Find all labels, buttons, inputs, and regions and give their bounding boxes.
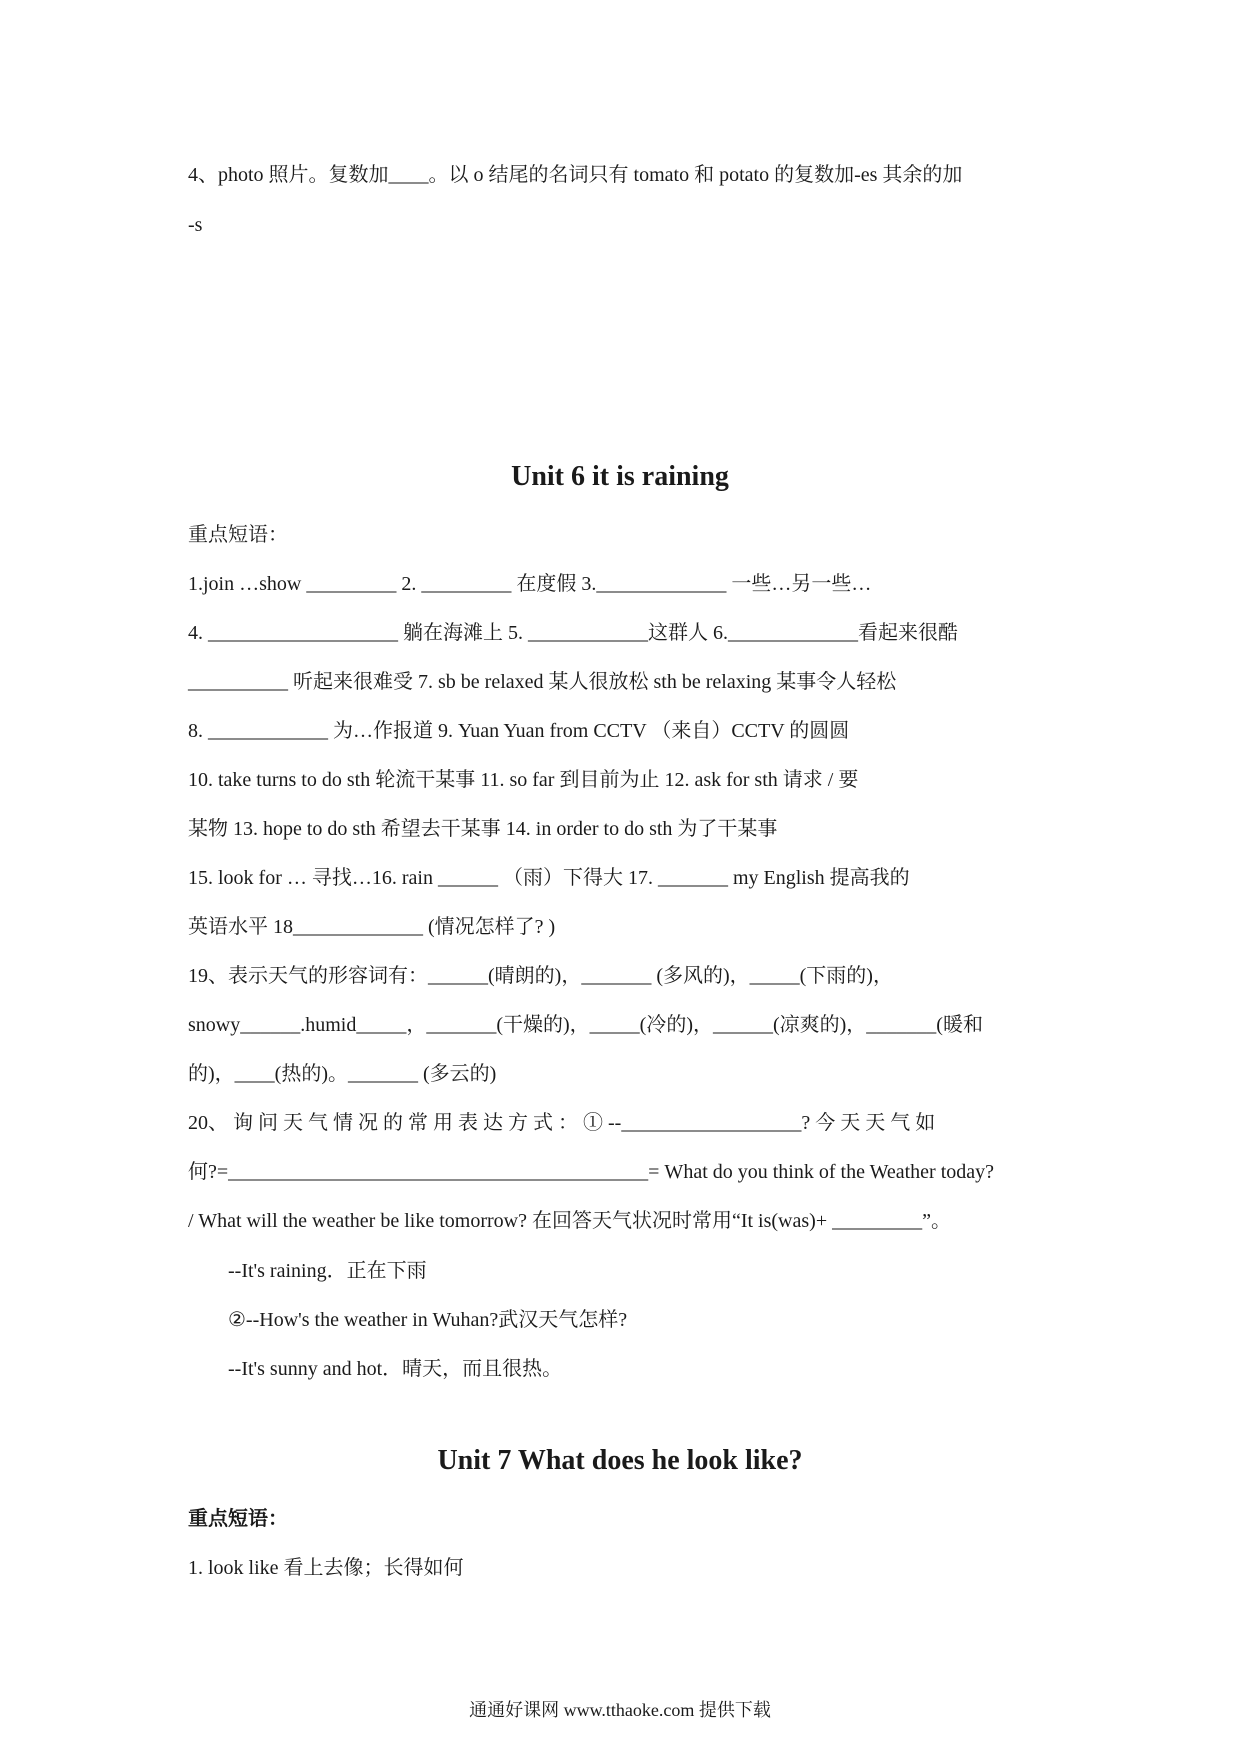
unit6-line-11: 的)，____(热的)。_______ (多云的) (188, 1063, 497, 1085)
unit6-line-14: / What will the weather be like tomorrow? 在回答天气状况时常用“It is(was)+ _________”。 (188, 1210, 951, 1232)
unit6-line-3: __________ 听起来很难受 7. sb be relaxed 某人很放松 sth be relaxing 某事令人轻松 (188, 671, 897, 693)
unit6-title: Unit 6 it is raining (511, 461, 729, 492)
top-line-1: 4、photo 照片。复数加____。以 o 结尾的名词只有 tomato 和 potato 的复数加-es 其余的加 (188, 164, 963, 186)
unit6-example-2: ②--How's the weather in Wuhan?武汉天气怎样? (228, 1309, 628, 1331)
unit6-line-6: 某物 13. hope to do sth 希望去干某事 14. in order to do sth 为了干某事 (188, 818, 778, 840)
unit7-title: Unit 7 What does he look like? (437, 1445, 803, 1476)
unit7-heading: 重点短语： (188, 1508, 288, 1530)
unit7-line-1: 1. look like 看上去像；长得如何 (188, 1557, 464, 1579)
unit6-line-2: 4. ___________________ 躺在海滩上 5. ____________这群人 6._____________看起来很酷 (188, 622, 958, 644)
top-line-2: -s (188, 214, 203, 236)
unit6-line-13: 何?=__________________________________________= What do you think of the Weather today? (188, 1161, 995, 1183)
unit6-line-10: snowy______.humid_____，_______(干燥的)，_____(冷的)，______(凉爽的)，_______(暖和 (188, 1014, 983, 1036)
unit6-line-9: 19、表示天气的形容词有：______(晴朗的)，_______ (多风的)，_____(下雨的)， (188, 965, 893, 987)
unit6-line-5: 10. take turns to do sth 轮流干某事 11. so far 到目前为止 12. ask for sth 请求 / 要 (188, 769, 859, 791)
unit6-example-3: --It's sunny and hot．晴天，而且很热。 (228, 1358, 563, 1380)
unit6-line-12: 20、 询 问 天 气 情 况 的 常 用 表 达 方 式 ： ① --__________________? 今 天 天 气 如 (188, 1112, 936, 1134)
unit6-line-8: 英语水平 18_____________ (情况怎样了? ) (188, 916, 556, 938)
unit6-line-4: 8. ____________ 为…作报道 9. Yuan Yuan from CCTV （来自）CCTV 的圆圆 (188, 720, 850, 742)
unit6-example-1: --It's raining．正在下雨 (228, 1260, 427, 1282)
unit6-line-7: 15. look for … 寻找…16. rain ______ （雨）下得大 17. _______ my English 提高我的 (188, 867, 910, 889)
unit6-line-1: 1.join …show _________ 2. _________ 在度假 3._____________ 一些…另一些… (188, 573, 872, 595)
footer-credit: 通通好课网 www.tthaoke.com 提供下载 (469, 1700, 771, 1720)
unit6-heading: 重点短语： (188, 524, 288, 546)
